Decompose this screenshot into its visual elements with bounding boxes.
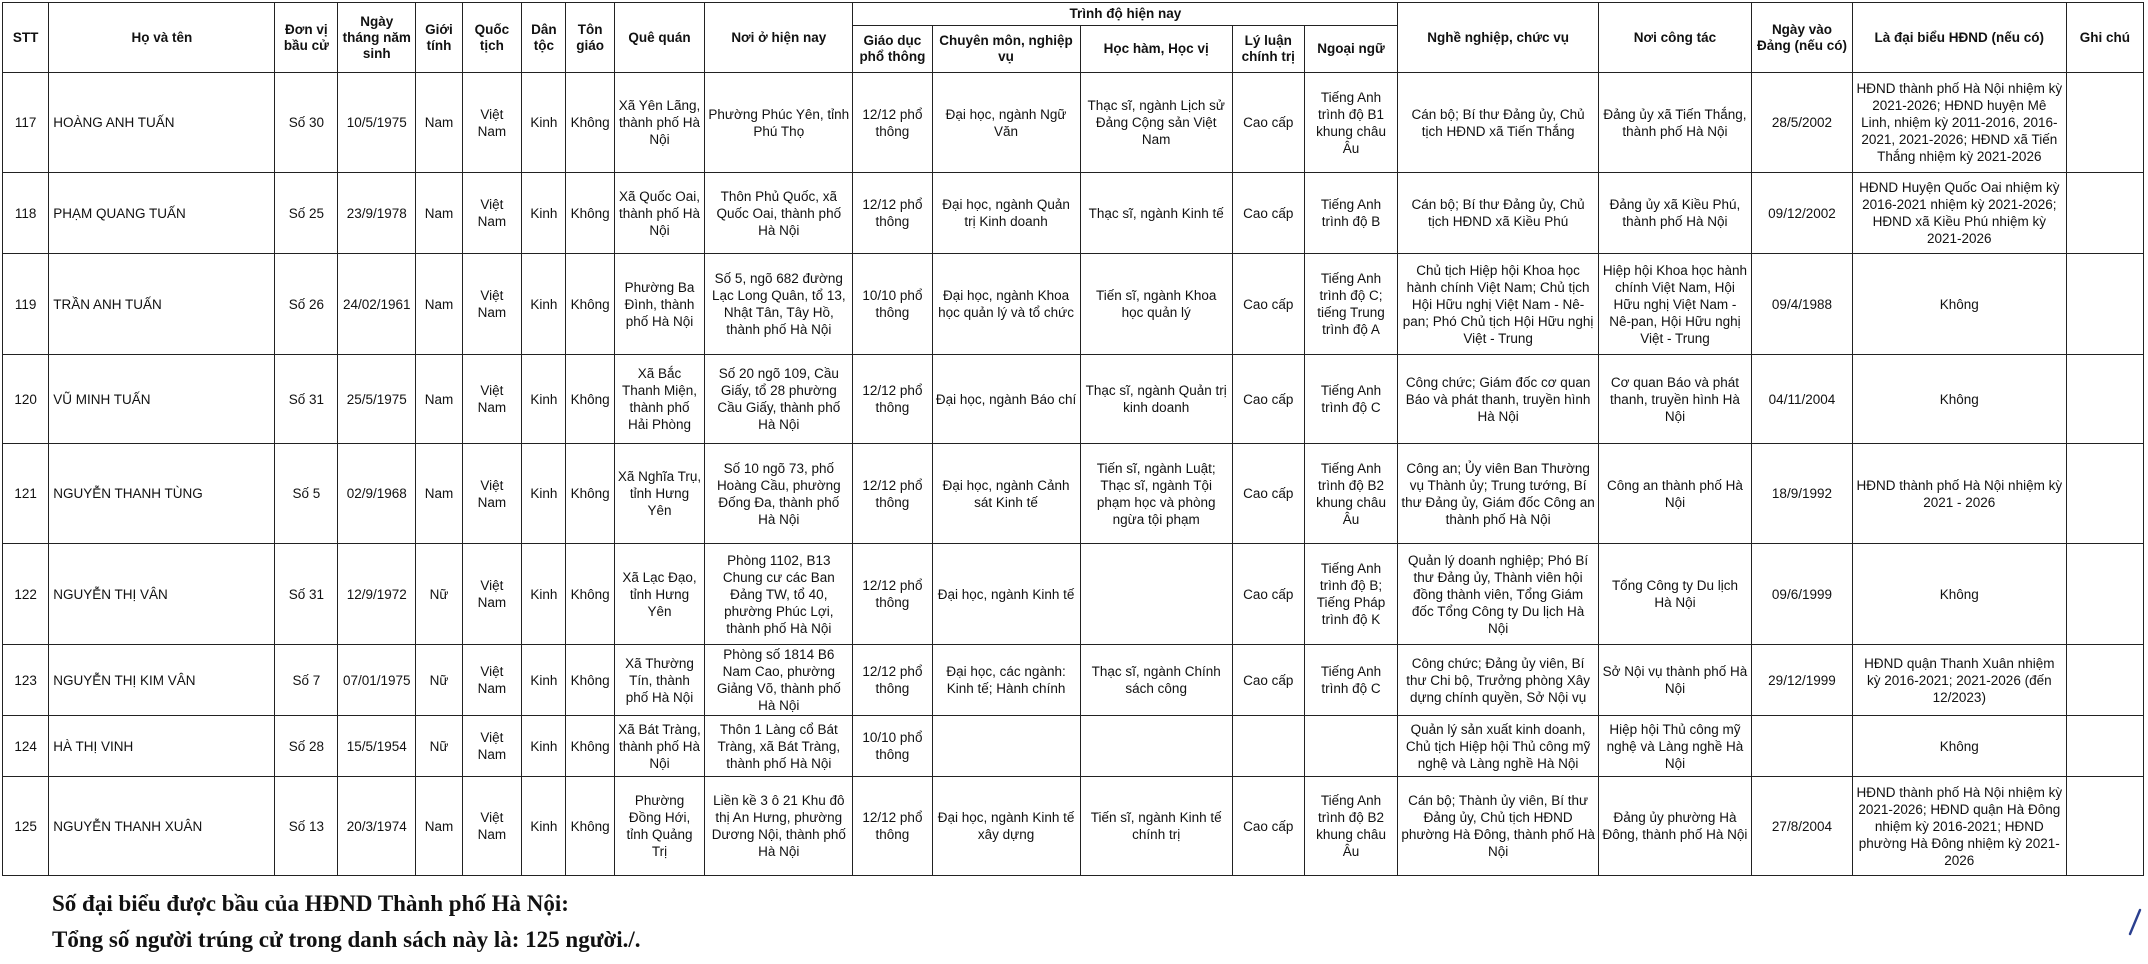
elected-delegates-table xyxy=(2,2,2144,876)
cell-ethnicity: Kinh xyxy=(522,173,566,254)
cell-foreign-language: Tiếng Anh trình độ B2 khung châu Âu xyxy=(1304,777,1398,876)
header-workplace: Nơi công tác xyxy=(1598,3,1751,73)
cell-residence: Thôn 1 Làng cổ Bát Tràng, xã Bát Tràng, thành phố Hà Nội xyxy=(705,716,853,777)
cell-foreign-language: Tiếng Anh trình độ B2 khung châu Âu xyxy=(1304,444,1398,544)
cell-workplace: Sở Nội vụ thành phố Hà Nội xyxy=(1598,645,1751,716)
cell-hometown: Xã Lạc Đạo, tỉnh Hưng Yên xyxy=(614,544,704,645)
cell-religion: Không xyxy=(566,645,614,716)
cell-dob: 15/5/1954 xyxy=(338,716,416,777)
cell-hometown: Phường Ba Đình, thành phố Hà Nội xyxy=(614,254,704,355)
cell-foreign-language: Tiếng Anh trình độ B1 khung châu Âu xyxy=(1304,73,1398,173)
cell-hometown: Xã Thường Tín, thành phố Hà Nội xyxy=(614,645,704,716)
cell-residence: Số 20 ngõ 109, Cầu Giấy, tổ 28 phường Cầu Giấy, thành phố Hà Nội xyxy=(705,355,853,444)
cell-nationality: Việt Nam xyxy=(462,645,522,716)
cell-party-date: 28/5/2002 xyxy=(1752,73,1853,173)
cell-council-delegate: Không xyxy=(1852,716,2066,777)
cell-specialty xyxy=(932,716,1080,777)
cell-religion: Không xyxy=(566,355,614,444)
cell-gender: Nam xyxy=(416,254,462,355)
pen-mark-icon xyxy=(2128,906,2142,936)
cell-dob: 20/3/1974 xyxy=(338,777,416,876)
cell-ethnicity: Kinh xyxy=(522,444,566,544)
cell-general-education: 12/12 phổ thông xyxy=(853,544,932,645)
cell-council-delegate: Không xyxy=(1852,544,2066,645)
cell-nationality: Việt Nam xyxy=(462,444,522,544)
cell-degree: Thạc sĩ, ngành Kinh tế xyxy=(1080,173,1232,254)
cell-unit: Số 30 xyxy=(275,73,338,173)
footer-line-elected-count: Số đại biểu được bầu của HĐND Thành phố Hà Nội: xyxy=(52,891,569,916)
cell-dob: 12/9/1972 xyxy=(338,544,416,645)
cell-foreign-language: Tiếng Anh trình độ C; tiếng Trung trình độ A xyxy=(1304,254,1398,355)
cell-foreign-language: Tiếng Anh trình độ B xyxy=(1304,173,1398,254)
footer-line-total: Tổng số người trúng cử trong danh sách này là: 125 người./. xyxy=(52,927,641,952)
cell-degree: Tiến sĩ, ngành Kinh tế chính trị xyxy=(1080,777,1232,876)
cell-note xyxy=(2066,254,2143,355)
cell-council-delegate: HĐND thành phố Hà Nội nhiệm kỳ 2021-2026; HĐND huyện Mê Linh, nhiệm kỳ 2011-2016, 2016-2021, 2021-2026; HĐND xã Tiến Thắng nhiệm kỳ 2021-2026 xyxy=(1852,73,2066,173)
cell-residence: Số 10 ngõ 73, phố Hoàng Cầu, phường Đống Đa, thành phố Hà Nội xyxy=(705,444,853,544)
cell-workplace: Cơ quan Báo và phát thanh, truyền hình Hà Nội xyxy=(1598,355,1751,444)
cell-dob: 10/5/1975 xyxy=(338,73,416,173)
header-nationality: Quốc tịch xyxy=(462,3,522,73)
cell-council-delegate: HĐND thành phố Hà Nội nhiệm kỳ 2021-2026; HĐND quận Hà Đông nhiệm kỳ 2016-2021; HĐND phường Hà Đông nhiệm kỳ 2021-2026 xyxy=(1852,777,2066,876)
cell-ethnicity: Kinh xyxy=(522,777,566,876)
table-row xyxy=(3,173,2144,254)
cell-occupation: Công chức; Giám đốc cơ quan Báo và phát thanh, truyền hình Hà Nội xyxy=(1398,355,1599,444)
cell-workplace: Đảng ủy phường Hà Đông, thành phố Hà Nội xyxy=(1598,777,1751,876)
cell-stt: 121 xyxy=(3,444,49,544)
cell-hometown: Xã Bắc Thanh Miện, thành phố Hải Phòng xyxy=(614,355,704,444)
cell-ethnicity: Kinh xyxy=(522,645,566,716)
header-degree: Học hàm, Học vị xyxy=(1080,26,1232,73)
cell-dob: 02/9/1968 xyxy=(338,444,416,544)
cell-occupation: Cán bộ; Thành ủy viên, Bí thư Đảng ủy, Chủ tịch HĐND phường Hà Đông, thành phố Hà Nội xyxy=(1398,777,1599,876)
cell-gender: Nam xyxy=(416,355,462,444)
cell-nationality: Việt Nam xyxy=(462,777,522,876)
cell-unit: Số 7 xyxy=(275,645,338,716)
cell-occupation: Cán bộ; Bí thư Đảng ủy, Chủ tịch HĐND xã Tiến Thắng xyxy=(1398,73,1599,173)
cell-nationality: Việt Nam xyxy=(462,173,522,254)
cell-party-date: 09/6/1999 xyxy=(1752,544,1853,645)
cell-general-education: 12/12 phổ thông xyxy=(853,355,932,444)
cell-political-theory xyxy=(1232,716,1304,777)
cell-political-theory: Cao cấp xyxy=(1232,645,1304,716)
cell-occupation: Quản lý doanh nghiệp; Phó Bí thư Đảng ủy, Thành viên hội đồng thành viên, Tổng Giám đốc Tổng Công ty Du lịch Hà Nội xyxy=(1398,544,1599,645)
cell-stt: 117 xyxy=(3,73,49,173)
cell-occupation: Công an; Ủy viên Ban Thường vụ Thành ủy; Trung tướng, Bí thư Đảng ủy, Giám đốc Công an thành phố Hà Nội xyxy=(1398,444,1599,544)
cell-specialty: Đại học, ngành Báo chí xyxy=(932,355,1080,444)
header-residence: Nơi ở hiện nay xyxy=(705,3,853,73)
cell-unit: Số 31 xyxy=(275,544,338,645)
cell-political-theory: Cao cấp xyxy=(1232,544,1304,645)
cell-degree xyxy=(1080,716,1232,777)
cell-foreign-language: Tiếng Anh trình độ B; Tiếng Pháp trình độ K xyxy=(1304,544,1398,645)
cell-specialty: Đại học, ngành Quản trị Kinh doanh xyxy=(932,173,1080,254)
cell-religion: Không xyxy=(566,73,614,173)
header-foreign-language: Ngoại ngữ xyxy=(1304,26,1398,73)
cell-stt: 119 xyxy=(3,254,49,355)
cell-specialty: Đại học, ngành Cảnh sát Kinh tế xyxy=(932,444,1080,544)
header-note: Ghi chú xyxy=(2066,3,2143,73)
cell-name: TRẦN ANH TUẤN xyxy=(49,254,275,355)
cell-general-education: 12/12 phổ thông xyxy=(853,645,932,716)
cell-specialty: Đại học, ngành Kinh tế xây dựng xyxy=(932,777,1080,876)
cell-religion: Không xyxy=(566,544,614,645)
cell-party-date: 27/8/2004 xyxy=(1752,777,1853,876)
cell-workplace: Đảng ủy xã Kiều Phú, thành phố Hà Nội xyxy=(1598,173,1751,254)
cell-general-education: 10/10 phổ thông xyxy=(853,254,932,355)
cell-degree: Tiến sĩ, ngành Luật; Thạc sĩ, ngành Tội phạm học và phòng ngừa tội phạm xyxy=(1080,444,1232,544)
cell-unit: Số 26 xyxy=(275,254,338,355)
cell-note xyxy=(2066,544,2143,645)
cell-name: HÀ THỊ VINH xyxy=(49,716,275,777)
cell-stt: 124 xyxy=(3,716,49,777)
cell-ethnicity: Kinh xyxy=(522,254,566,355)
table-row xyxy=(3,716,2144,777)
cell-name: NGUYỄN THỊ VÂN xyxy=(49,544,275,645)
cell-religion: Không xyxy=(566,254,614,355)
cell-religion: Không xyxy=(566,173,614,254)
cell-workplace: Đảng ủy xã Tiến Thắng, thành phố Hà Nội xyxy=(1598,73,1751,173)
cell-degree: Thạc sĩ, ngành Quản trị kinh doanh xyxy=(1080,355,1232,444)
cell-general-education: 12/12 phổ thông xyxy=(853,444,932,544)
header-occupation: Nghề nghiệp, chức vụ xyxy=(1398,3,1599,73)
cell-stt: 120 xyxy=(3,355,49,444)
cell-name: HOÀNG ANH TUẤN xyxy=(49,73,275,173)
header-stt: STT xyxy=(3,3,49,73)
cell-degree xyxy=(1080,544,1232,645)
cell-council-delegate: Không xyxy=(1852,355,2066,444)
cell-ethnicity: Kinh xyxy=(522,716,566,777)
cell-specialty: Đại học, các ngành: Kinh tế; Hành chính xyxy=(932,645,1080,716)
cell-political-theory: Cao cấp xyxy=(1232,777,1304,876)
cell-note xyxy=(2066,444,2143,544)
header-name: Họ và tên xyxy=(49,3,275,73)
cell-specialty: Đại học, ngành Kinh tế xyxy=(932,544,1080,645)
cell-occupation: Cán bộ; Bí thư Đảng ủy, Chủ tịch HĐND xã Kiều Phú xyxy=(1398,173,1599,254)
header-education-group: Trình độ hiện nay xyxy=(853,3,1398,26)
cell-workplace: Tổng Công ty Du lịch Hà Nội xyxy=(1598,544,1751,645)
cell-stt: 118 xyxy=(3,173,49,254)
cell-unit: Số 5 xyxy=(275,444,338,544)
header-council-delegate: Là đại biểu HĐND (nếu có) xyxy=(1852,3,2066,73)
cell-religion: Không xyxy=(566,444,614,544)
cell-unit: Số 31 xyxy=(275,355,338,444)
cell-party-date: 09/12/2002 xyxy=(1752,173,1853,254)
cell-hometown: Phường Đồng Hới, tỉnh Quảng Trị xyxy=(614,777,704,876)
cell-degree: Tiến sĩ, ngành Khoa học quản lý xyxy=(1080,254,1232,355)
cell-religion: Không xyxy=(566,716,614,777)
header-hometown: Quê quán xyxy=(614,3,704,73)
cell-note xyxy=(2066,716,2143,777)
cell-gender: Nam xyxy=(416,444,462,544)
header-political-theory: Lý luận chính trị xyxy=(1232,26,1304,73)
cell-gender: Nữ xyxy=(416,645,462,716)
cell-dob: 25/5/1975 xyxy=(338,355,416,444)
header-party-date: Ngày vào Đảng (nếu có) xyxy=(1752,3,1853,73)
cell-workplace: Công an thành phố Hà Nội xyxy=(1598,444,1751,544)
cell-nationality: Việt Nam xyxy=(462,716,522,777)
cell-stt: 122 xyxy=(3,544,49,645)
cell-hometown: Xã Bát Tràng, thành phố Hà Nội xyxy=(614,716,704,777)
cell-nationality: Việt Nam xyxy=(462,254,522,355)
cell-foreign-language: Tiếng Anh trình độ C xyxy=(1304,645,1398,716)
cell-note xyxy=(2066,645,2143,716)
header-unit: Đơn vị bầu cử xyxy=(275,3,338,73)
cell-residence: Số 5, ngõ 682 đường Lạc Long Quân, tổ 13, Nhật Tân, Tây Hồ, thành phố Hà Nội xyxy=(705,254,853,355)
cell-specialty: Đại học, ngành Ngữ Văn xyxy=(932,73,1080,173)
cell-political-theory: Cao cấp xyxy=(1232,254,1304,355)
cell-occupation: Quản lý sản xuất kinh doanh, Chủ tịch Hiệp hội Thủ công mỹ nghệ và Làng nghề Hà Nội xyxy=(1398,716,1599,777)
cell-workplace: Hiệp hội Thủ công mỹ nghệ và Làng nghề Hà Nội xyxy=(1598,716,1751,777)
table-row xyxy=(3,777,2144,876)
cell-ethnicity: Kinh xyxy=(522,544,566,645)
cell-party-date: 09/4/1988 xyxy=(1752,254,1853,355)
cell-hometown: Xã Quốc Oai, thành phố Hà Nội xyxy=(614,173,704,254)
cell-stt: 123 xyxy=(3,645,49,716)
header-ethnicity: Dân tộc xyxy=(522,3,566,73)
cell-political-theory: Cao cấp xyxy=(1232,444,1304,544)
cell-foreign-language xyxy=(1304,716,1398,777)
cell-note xyxy=(2066,73,2143,173)
cell-political-theory: Cao cấp xyxy=(1232,173,1304,254)
cell-degree: Thạc sĩ, ngành Lịch sử Đảng Cộng sản Việt Nam xyxy=(1080,73,1232,173)
cell-residence: Phòng 1102, B13 Chung cư các Ban Đảng TW, tổ 40, phường Phúc Lợi, thành phố Hà Nội xyxy=(705,544,853,645)
header-dob: Ngày tháng năm sinh xyxy=(338,3,416,73)
cell-nationality: Việt Nam xyxy=(462,544,522,645)
table-row xyxy=(3,645,2144,716)
table-row xyxy=(3,544,2144,645)
cell-dob: 07/01/1975 xyxy=(338,645,416,716)
cell-council-delegate: Không xyxy=(1852,254,2066,355)
cell-gender: Nữ xyxy=(416,716,462,777)
cell-ethnicity: Kinh xyxy=(522,73,566,173)
cell-occupation: Công chức; Đảng ủy viên, Bí thư Chi bộ, Trưởng phòng Xây dựng chính quyền, Sở Nội vụ xyxy=(1398,645,1599,716)
cell-name: NGUYỄN THANH XUÂN xyxy=(49,777,275,876)
table-row xyxy=(3,355,2144,444)
cell-occupation: Chủ tịch Hiệp hội Khoa học hành chính Việt Nam; Chủ tịch Hội Hữu nghị Việt Nam - Nê-pan; Phó Chủ tịch Hội Hữu nghị Việt - Trung xyxy=(1398,254,1599,355)
cell-council-delegate: HĐND quận Thanh Xuân nhiệm kỳ 2016-2021; 2021-2026 (đến 12/2023) xyxy=(1852,645,2066,716)
cell-specialty: Đại học, ngành Khoa học quản lý và tổ chức xyxy=(932,254,1080,355)
cell-residence: Liền kề 3 ô 21 Khu đô thị An Hưng, phường Dương Nội, thành phố Hà Nội xyxy=(705,777,853,876)
cell-gender: Nam xyxy=(416,777,462,876)
cell-nationality: Việt Nam xyxy=(462,73,522,173)
cell-general-education: 10/10 phổ thông xyxy=(853,716,932,777)
cell-general-education: 12/12 phổ thông xyxy=(853,777,932,876)
cell-unit: Số 25 xyxy=(275,173,338,254)
cell-residence: Thôn Phủ Quốc, xã Quốc Oai, thành phố Hà Nội xyxy=(705,173,853,254)
cell-dob: 24/02/1961 xyxy=(338,254,416,355)
header-religion: Tôn giáo xyxy=(566,3,614,73)
cell-foreign-language: Tiếng Anh trình độ C xyxy=(1304,355,1398,444)
cell-residence: Phường Phúc Yên, tỉnh Phú Thọ xyxy=(705,73,853,173)
cell-name: PHẠM QUANG TUẤN xyxy=(49,173,275,254)
cell-council-delegate: HĐND Huyện Quốc Oai nhiệm kỳ 2016-2021 nhiệm kỳ 2021-2026; HĐND xã Kiều Phú nhiệm kỳ 2021-2026 xyxy=(1852,173,2066,254)
cell-gender: Nữ xyxy=(416,544,462,645)
cell-council-delegate: HĐND thành phố Hà Nội nhiệm kỳ 2021 - 2026 xyxy=(1852,444,2066,544)
cell-note xyxy=(2066,777,2143,876)
cell-name: NGUYỄN THANH TÙNG xyxy=(49,444,275,544)
cell-unit: Số 13 xyxy=(275,777,338,876)
cell-general-education: 12/12 phổ thông xyxy=(853,73,932,173)
table-row xyxy=(3,254,2144,355)
cell-party-date: 29/12/1999 xyxy=(1752,645,1853,716)
header-general-education: Giáo dục phổ thông xyxy=(853,26,932,73)
cell-note xyxy=(2066,355,2143,444)
cell-hometown: Xã Nghĩa Trụ, tỉnh Hưng Yên xyxy=(614,444,704,544)
cell-dob: 23/9/1978 xyxy=(338,173,416,254)
cell-gender: Nam xyxy=(416,73,462,173)
cell-political-theory: Cao cấp xyxy=(1232,355,1304,444)
cell-workplace: Hiệp hội Khoa học hành chính Việt Nam, Hội Hữu nghị Việt Nam - Nê-pan, Hội Hữu nghị Việt - Trung xyxy=(1598,254,1751,355)
cell-party-date: 18/9/1992 xyxy=(1752,444,1853,544)
table-row xyxy=(3,73,2144,173)
cell-religion: Không xyxy=(566,777,614,876)
header-specialty: Chuyên môn, nghiệp vụ xyxy=(932,26,1080,73)
cell-degree: Thạc sĩ, ngành Chính sách công xyxy=(1080,645,1232,716)
header-gender: Giới tính xyxy=(416,3,462,73)
table-row xyxy=(3,444,2144,544)
cell-hometown: Xã Yên Lãng, thành phố Hà Nội xyxy=(614,73,704,173)
cell-note xyxy=(2066,173,2143,254)
cell-general-education: 12/12 phổ thông xyxy=(853,173,932,254)
cell-stt: 125 xyxy=(3,777,49,876)
cell-unit: Số 28 xyxy=(275,716,338,777)
cell-gender: Nam xyxy=(416,173,462,254)
cell-party-date xyxy=(1752,716,1853,777)
cell-party-date: 04/11/2004 xyxy=(1752,355,1853,444)
cell-name: NGUYỄN THỊ KIM VÂN xyxy=(49,645,275,716)
header-row-top xyxy=(3,3,2144,26)
cell-nationality: Việt Nam xyxy=(462,355,522,444)
cell-ethnicity: Kinh xyxy=(522,355,566,444)
cell-residence: Phòng số 1814 B6 Nam Cao, phường Giảng Võ, thành phố Hà Nội xyxy=(705,645,853,716)
cell-name: VŨ MINH TUẤN xyxy=(49,355,275,444)
cell-political-theory: Cao cấp xyxy=(1232,73,1304,173)
